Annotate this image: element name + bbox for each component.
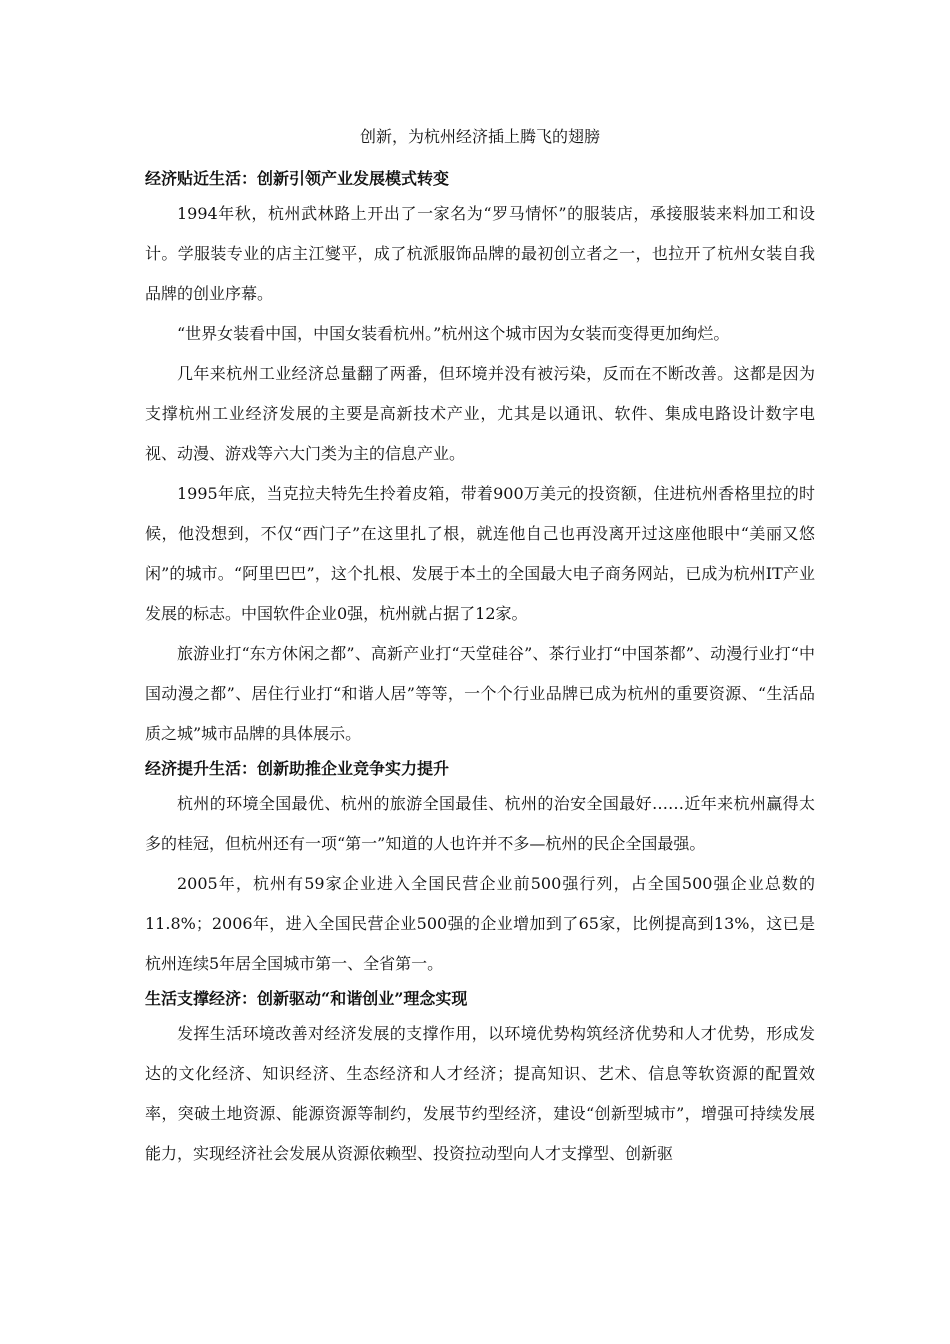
paragraph: 几年来杭州工业经济总量翻了两番，但环境并没有被污染，反而在不断改善。这都是因为支撑杭州工业经济发展的主要是高新技术产业，尤其是以通讯、软件、集成电路设计数字电视、动漫、游戏等六大门类为主的信息产业。 bbox=[145, 364, 815, 463]
section-2 bbox=[145, 754, 815, 984]
document-body bbox=[145, 122, 815, 1174]
section-heading: 经济贴近生活：创新引领产业发展模式转变 bbox=[145, 169, 450, 188]
paragraph: 2005年，杭州有59家企业进入全国民营企业前500强行列，占全国500强企业总数的11.8%；2006年，进入全国民营企业500强的企业增加到了65家，比例提高到13%，这已是杭州连续5年居全国城市第一、全省第一。 bbox=[145, 874, 815, 973]
paragraph: 发挥生活环境改善对经济发展的支撑作用，以环境优势构筑经济优势和人才优势，形成发达的文化经济、知识经济、生态经济和人才经济；提高知识、艺术、信息等软资源的配置效率，突破土地资源、能源资源等制约，发展节约型经济，建设“创新型城市”，增强可持续发展能力，实现经济社会发展从资源依赖型、投资拉动型向人才支撑型、创新驱 bbox=[145, 1024, 815, 1163]
paragraph: “世界女装看中国，中国女装看杭州。”杭州这个城市因为女装而变得更加绚烂。 bbox=[177, 324, 730, 343]
paragraph: 旅游业打“东方休闲之都”、高新产业打“天堂硅谷”、茶行业打“中国茶都”、动漫行业打“中国动漫之都”、居住行业打“和谐人居”等等，一个个行业品牌已成为杭州的重要资源、“生活品质之城”城市品牌的具体展示。 bbox=[145, 644, 815, 743]
paragraph: 杭州的环境全国最优、杭州的旅游全国最佳、杭州的治安全国最好……近年来杭州赢得太多的桂冠，但杭州还有一项“第一”知道的人也许并不多—杭州的民企全国最强。 bbox=[145, 794, 815, 853]
section-1 bbox=[145, 164, 815, 754]
paragraph: 1994年秋，杭州武林路上开出了一家名为“罗马情怀”的服装店，承接服装来料加工和设计。学服装专业的店主江燮平，成了杭派服饰品牌的最初创立者之一，也拉开了杭州女装自我品牌的创业序幕。 bbox=[145, 204, 815, 303]
section-heading: 生活支撑经济：创新驱动“和谐创业”理念实现 bbox=[145, 989, 468, 1008]
paragraph: 1995年底，当克拉夫特先生拎着皮箱，带着900万美元的投资额，住进杭州香格里拉的时候，他没想到，不仅“西门子”在这里扎了根，就连他自己也再没离开过这座他眼中“美丽又悠闲”的城市。“阿里巴巴”，这个扎根、发展于本土的全国最大电子商务网站，已成为杭州IT产业发展的标志。中国软件企业0强，杭州就占据了12家。 bbox=[145, 484, 815, 623]
document-title: 创新，为杭州经济插上腾飞的翅膀 bbox=[359, 127, 600, 146]
section-3 bbox=[145, 984, 815, 1174]
section-heading: 经济提升生活：创新助推企业竞争实力提升 bbox=[145, 759, 450, 778]
